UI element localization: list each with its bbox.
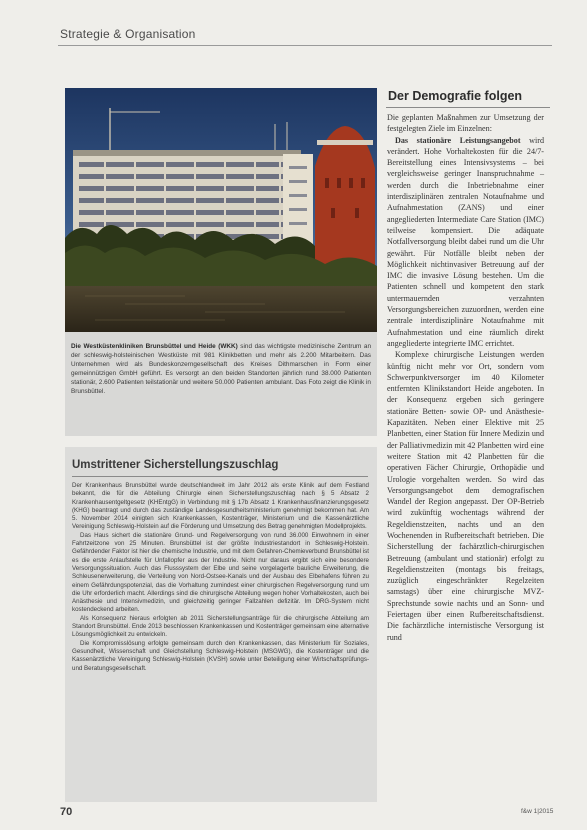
article-paragraph (387, 135, 544, 350)
info-box-body (72, 482, 369, 673)
photo-caption (71, 343, 371, 396)
paragraph-text: wird verändert. Hohe Vorhaltekosten für die 24/7-Bereitstellung eines Intensivsystems – bei vergleichsweise geringer Inanspruchnahme – werden durch die Inbetriebnahme einer interdisziplinären zentralen Notaufnahme und Aufnahmestation (ZANS) und einer angegliederten Intermediate Care Station (IMC) teilweise kompensiert. Die adäquate Notfallversorgung bleibt dabei rund um die Uhr gewährt. Für Notfälle bleibt neben der Möglichkeit nichtinvasiver Betreuung auf der IMC die invasive Lösung bestehen. Um die Patienten schnell und kompetent den stark untermauernden verzahnten Versorgungsbereichen zuzuordnen, werden eine zentrale interdisziplinäre Notaufnahme mit Aufnahmestation und eine räumlich direkt angegliederte integrierte IMC errichtet. (387, 135, 544, 348)
clinic-photo (65, 88, 377, 332)
header-rule (58, 45, 552, 46)
article-subheading-rule (386, 107, 550, 108)
caption-text: sind das wichtigste medizinische Zentrum an der schleswig-holsteinischen Westküste mit 981 Klinikbetten und mehr als 2.200 Mitarbeitern. Das Unternehmen wird als Bundeskonzerngesellschaft des Kreises Dithmarschen in Form einer gemeinnützigen GmbH geführt. Es versorgt an den beiden Standorten jährlich rund 38.000 Patienten stationär, 2.600 Patienten teilstationär und weitere 50.000 Patienten ambulant. Das Foto zeigt die Klinik in Brunsbüttel. (71, 343, 371, 395)
article-paragraph: Komplexe chirurgische Leistungen werden künftig nicht mehr vor Ort, sondern vom Schwerpunktversorger im 40 Kilometer entfernten Klinikstandort Heide angeboten. In der Konsequenz ergeben sich geringere stationäre Betten- sowie OP- und Anästhesie-Kapazitäten. Neben einer Elektive mit 25 Planbetten, einer Station für Innere Medizin und der Palliativmedizin mit 42 Planbetten wird eine weitere Station mit 42 Planbetten für die operativen Fächer Chirurgie, Orthopädie und Urologie vorgehalten werden. So wird das Versorgungsangebot dem demografischen Wandel der Region angepasst. Der OP-Betrieb wird zukünftig wochentags während der Regeldienstzeiten, nachts und an den Wochenenden in Rufbereitschaft betrieben. Die Sicherstellung der fachärztlich-chirurgischen Betreuung (ambulant und stationär) erfolgt zu Regeldienstzeiten (montags bis freitags, zuzüglich eingeschränkter Regelzeiten samstags) über eine chirurgische MVZ-Sprechstunde sowie nachts und an Sonn- und Feiertagen über einen Rufbereitschaftsdienst. Die fachärztliche internistische Versorgung ist rund (387, 350, 544, 642)
info-paragraph: Als Konsequenz hieraus erfolgten ab 2011 Sicherstellungsanträge für die chirurgische Abteilung am Standort Brunsbüttel. Ende 2013 beschlossen Krankenkassen und Kostenträger gemeinsam eine alternative Lösungsmöglichkeit zu entwickeln. (72, 614, 369, 639)
info-box-rule (72, 476, 368, 477)
article-paragraph: Die geplanten Maßnahmen zur Umsetzung der festgelegten Ziele im Einzelnen: (387, 113, 544, 134)
paragraph-lead: Das stationäre Leistungsangebot (395, 135, 521, 145)
article-body (387, 112, 544, 643)
info-paragraph: Die Kompromisslösung erfolgte gemeinsam durch den Krankenkassen, das Ministerium für Soziales, Gesundheit, Wissenschaft und Gleichstellung Schleswig-Holstein (MSGWG), die Kostenträger und die Kassenärztliche Vereinigung Schleswig-Holstein (KVSH) sowie unter Beteiligung einer Wirtschaftsprüfungs- und Beratungsgesellschaft. (72, 639, 369, 672)
page-number: 70 (60, 806, 73, 818)
article-subheading: Der Demografie folgen (388, 89, 523, 103)
section-heading: Strategie & Organisation (60, 27, 196, 41)
info-paragraph: Der Krankenhaus Brunsbüttel wurde deutschlandweit im Jahr 2012 als erste Klinik auf dem Festland bekannt, die für die Abteilung Chirurgie einen Sicherstellungszuschlag nach § 5 Absatz 2 Krankenhausentgeltgesetz (KHEntgG) in Verbindung mit § 17b Absatz 1 Krankenhausfinanzierungsgesetz (KHG) beantragt und durch das zuständige Landesgesundheitsministerium genehmigt bekommen hat. Am 5. November 2014 einigten sich Krankenkassen, Kostenträger, Ministerium und die Kassenärztliche Vereinigung Schleswig-Holstein auf die Förderung und Umsetzung des Betrag genehmigten Modellprojekts. (72, 482, 369, 531)
caption-lead: Die Westküstenkliniken Brunsbüttel und Heide (WKK) (71, 343, 238, 350)
issue-label: f&w 1|2015 (521, 808, 554, 815)
info-box-title: Umstrittener Sicherstellungszuschlag (72, 459, 279, 471)
info-paragraph: Das Haus sichert die stationäre Grund- und Regelversorgung von rund 36.000 Einwohnern in einer Fahrtzeitzone von 25 Minuten. Brunsbüttel ist der größte Industriestandort in Schleswig-Holstein. Gefährdender Faktor ist hier die chemische Industrie, und mit dem Gefahren-Chemieverbund Brunsbüttel ist es die erste Anlaufstelle für Unfallopfer aus der Industrie. Nicht nur daraus ergibt sich eine besondere Versorgungssituation. Auch das Flusssystem der Elbe und seine vorgelagerte bauliche Erweiterung, die Schleusenerweiterung, die Verteilung von Nord-Ostsee-Kanals und der Ausbau des Elbehafens führen zu einem Gefährdungspotenzial, das die Vorhaltung zumindest einer chirurgischen Regelversorgung rund um die Uhr erforderlich macht. Allerdings sind die chirurgische Abteilung wegen hoher Vorhaltekosten, auch bei Anästhesie und Intensivmedizin, und gleichzeitig geringer Fallzahlen defizitär. Im DRG-System nicht kostendeckend arbeiten. (72, 531, 369, 614)
